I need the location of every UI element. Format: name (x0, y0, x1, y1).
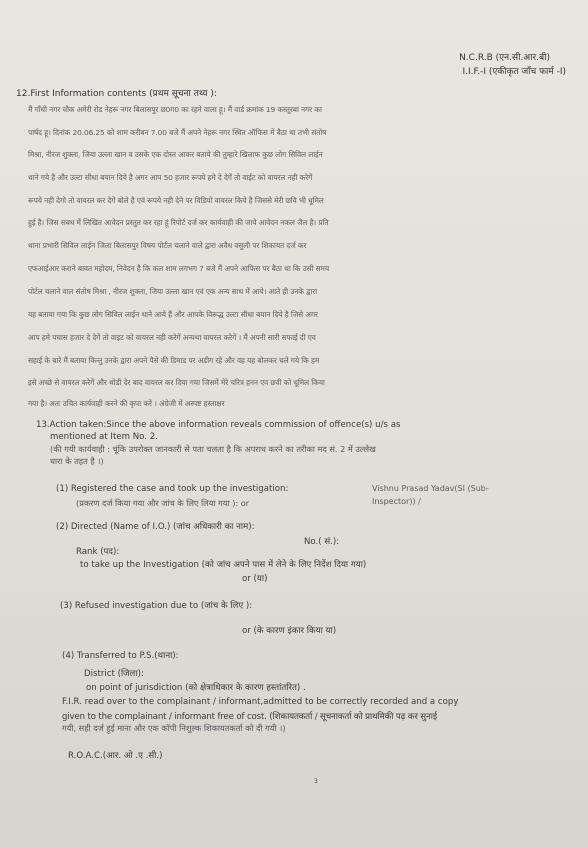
item-3-label: (3) Refused investigation due to (जांच के लिए ): (60, 601, 253, 611)
section-13-label-cont: mentioned at Item No. 2. (50, 432, 158, 442)
fir-content-line: मैं गाँधी नगर चौक अमेरी रोड नेहरू नगर बिलासपुर छ0ग0 का रहने वाला हू। मैं वार्ड क्रमांक 19 कस्तूरबा नगर का (28, 105, 322, 114)
section-13-label: 13.Action taken:Since the above information reveals commission of offence(s) u/s as (36, 420, 401, 430)
fir-content-line: यह बताया गया कि कुछ लोग सिविल लाईन थाने आये हैं और आपके विरूद्ध उल्टा सीधा बयान दिये है जिसे अगर (28, 310, 318, 319)
item-1-officer-name: Vishnu Prasad Yadav(SI (Sub- (372, 484, 489, 493)
fir-content-line: पार्षद हू। दिनांक 20.06.25 को शाम करीबन 7.00 बजे मैं अपने नेहरू नगर स्थित ऑफिस में बैठा था तभी संतोष (28, 128, 327, 137)
item-2-no: No.( सं.): (304, 537, 340, 547)
section-12-label: 12.First Information contents (प्रथम सूचना तथ्य ): (16, 89, 217, 99)
fir-content-line: गया है। अतः उचित कार्यवाही करने की कृपा करें । अंग्रेजी में अस्पष्ट हस्ताक्षर (28, 399, 225, 408)
fir-content-line: हुई है। जिस सबध में लिखित आवेदन प्रस्तुत कर रहा हूं रिपोर्ट दर्ज कर कार्यवाही की जाये आवेदन नकल जैल है। प्रति (28, 218, 329, 227)
ncrb-header: N.C.R.B (एन.सी.आर.बी) (459, 53, 550, 63)
fir-content-line: पोर्टल चलाने वाल संतोष मिश्रा , नीरज शुक्ला, जिया उल्ला खान एवं एक अन्य साथ में आये। आते ही उनके द्वारा (28, 287, 318, 296)
section-13-hindi: (की गयी कार्यवाही : चूंकि उपरोक्त जानकारी से पता चलता है कि अपराध करने का तरीका मद सं. 2 में उल्लेख (50, 444, 376, 454)
page-number: 3 (314, 778, 318, 785)
item-2-label: (2) Directed (Name of I.O.) (जांच अधिकारी का नाम): (56, 522, 255, 532)
fir-content-line: सहाई के बारे मैं बताया किन्तु उनके द्वारा अपने पैसे की डिमाड पर अडीग रहे और वह यह बोलकर चले गये कि हम (28, 356, 320, 365)
item-2-text: to take up the Investigation (को जांच अपने पास में लेने के लिए निर्देश दिया गया) (80, 560, 367, 570)
fir-readover-line2: given to the complainant / informant free of cost. (शिकायतकर्ता / सूचनाकर्ता को प्राथमिकी पढ़ कर सुनाई (62, 712, 437, 722)
fir-content-line: मिश्रा, नीरज शुक्ला, जिया उल्ला खान व उसके एक दोस्त आकर बताये की तुम्हारे खिलाफ कुछ लोग सिविल लाईन (28, 150, 323, 159)
fir-readover-line3: गयी, सही दर्ज हुई माना और एक कॉपी निशुल्क शिकायतकर्ता को दी गयी ।) (62, 723, 286, 733)
fir-content-line: आप हमे पचास हजार दे देगें तो वाइट को वायरल नही करेगें अन्यथा वायरल करेगें । मैं अपनी सारी सफाई दी एव (28, 333, 316, 342)
item-1-hindi: (प्रकरण दर्ज किया गया और जांच के लिए लिया गया ): or (76, 498, 250, 508)
fir-content-line: रूपये नही देगो तो वायरल कर देगें बोले है एवं रूपये नही देने पर विडियो वायरल किये है जिससे मेरी छवि भी धूमिल (28, 196, 324, 205)
item-3-or: or (के कारण इंकार किया या) (242, 626, 337, 636)
item-4-jurisdiction: on point of jurisdiction (को क्षेत्राधिकार के कारण हस्तांतरित) . (86, 683, 306, 693)
iif-form-header: I.I.F.-I (एकीकृत जाँच फार्म -I) (462, 67, 566, 77)
fir-content-line: थाने गये है और उल्टा सीधा बयान दिये है अगर आप 50 हजार रूपये हमे दे देगें तो वाईट को वायरल नही करेगें (28, 173, 313, 182)
fir-content-line: थाना प्रभारी सिविल लाईन जिला बिलासपुर विषय पोर्टल चलाने वाले द्वारा अवैध वसुली पर शिकायत दर्ज कर (28, 241, 307, 250)
fir-content-line: इसे अच्छे से वायरल करेगें और थोडी देर बाद वायरल कर दिया गया जिसमें मेरे चरित्र हनन एव छवी को धूमिल किया (28, 378, 325, 387)
item-4-district: District (जिला): (84, 669, 144, 679)
section-13-hindi-cont: धारा के तहत है ।) (50, 456, 104, 466)
fir-readover-line1: F.I.R. read over to the complainant / informant,admitted to be correctly recorded and a copy (62, 697, 459, 707)
roac-label: R.O.A.C.(आर. ओ .ए .सी.) (68, 751, 163, 761)
item-2-or: or (या) (242, 574, 268, 584)
item-2-rank: Rank (पद): (76, 547, 120, 557)
item-1-officer-rank: Inspector)) / (372, 497, 421, 506)
item-4-label: (4) Transferred to P.S.(थाना): (62, 651, 179, 661)
fir-content-line: एफआईआर कराने बावत महोदय, निवेदन है कि कल शाम लगभग 7 बजे मैं अपने आफिस पर बैठा था कि उसी समय (28, 264, 330, 273)
item-1-label: (1) Registered the case and took up the investigation: (56, 484, 289, 494)
